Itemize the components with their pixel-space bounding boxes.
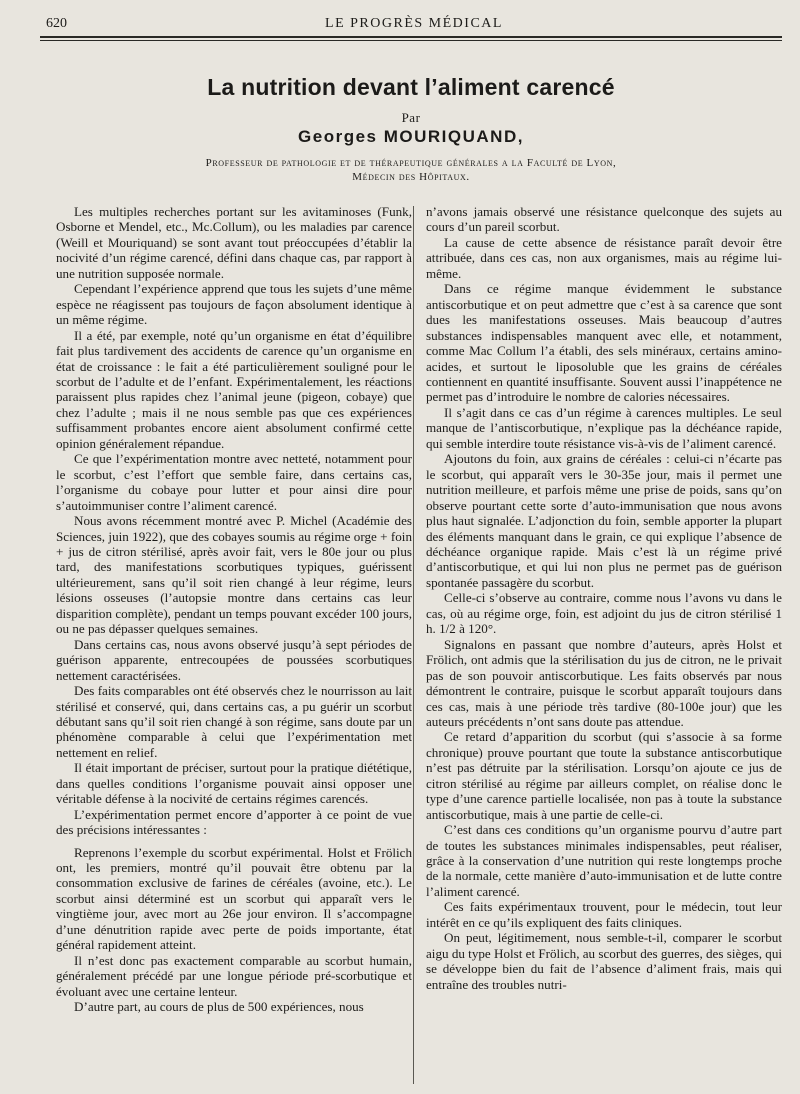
header-rule-thick: [40, 36, 782, 38]
paragraph: Il n’est donc pas exactement comparable au scorbut humain, généralement précédé par une longue période pré-scorbutique et évoluant avec une certaine lenteur.: [56, 952, 412, 999]
paragraph: Ce retard d’apparition du scorbut (qui s’associe à sa forme chronique) prouve pourtant que toute la substance antiscorbutique n’est pas détruite par la stérilisation. Lorsqu’on ajoute ce jus de citron stérilisé au régime par ailleurs complet, on réalise donc le type d’une carence partielle localisée, non pas à toute la substance antiscorbutique, mais à une partie de celle-ci.: [426, 729, 782, 822]
byline-par: Par: [401, 110, 421, 125]
paragraph: L’expérimentation permet encore d’apporter à ce point de vue des précisions intéressantes :: [56, 806, 412, 838]
left-column: [56, 204, 412, 1084]
paragraph: Il était important de préciser, surtout pour la pratique diététique, dans quelles conditions l’organisme pouvait ainsi opposer une véritable défense à la nocivité de certains régimes carencés.: [56, 760, 412, 807]
paragraph: D’autre part, au cours de plus de 500 expériences, nous: [74, 999, 364, 1015]
paragraph: Dans certains cas, nous avons observé jusqu’à sept périodes de guérison apparente, entrecoupées de poussées scorbutiques nettement caractérisées.: [56, 636, 412, 683]
paragraph: Il s’agit dans ce cas d’un régime à carences multiples. Le seul manque de l’antiscorbutique, n’explique pas la déchéance rapide, qui semble interdire toute résistance vis-à-vis de l’aliment carencé.: [426, 404, 782, 451]
paragraph: Cependant l’expérience apprend que tous les sujets d’une même espèce ne réagissent pas toujours de façon absolument identique à un même régime.: [56, 281, 412, 328]
article-title: La nutrition devant l’aliment carencé: [207, 74, 615, 100]
paragraph: Dans ce régime manque évidemment le substance antiscorbutique et on peut admettre que c’est à sa carence que sont dues les manifestations osseuses. Mais beaucoup d’autres substances indispensables manquent avec elle, et notamment, comme Mac Collum l’a établi, des sels minéraux, certains amino-acides, et surtout le liposoluble que les grains de céréales contiennent en quantité insuffisante. Souvent aussi l’inappétence ne permet pas d’introduire le nombre de calories nécessaires.: [426, 281, 782, 405]
paragraph: La cause de cette absence de résistance paraît devoir être attribuée, dans ces cas, non aux organismes, mais au régime lui-même.: [426, 234, 782, 281]
paragraph: Des faits comparables ont été observés chez le nourrisson au lait stérilisé et conservé, qui, dans certains cas, a pu guérir un scorbut débutant sans qu’il soit rien changé à son régime, sans doute par un phénomène comparable à celui que l’expérimentation met nettement en relief.: [56, 683, 412, 760]
running-header: [46, 14, 782, 34]
paragraph: Signalons en passant que nombre d’auteurs, après Holst et Frölich, ont admis que la stérilisation du jus de citron, ne le privait pas de son pouvoir antiscorbutique. Les faits observés par nous démontrent le contraire, puisque le scorbut apparaît toujours dans ces cas, mais à une période très tardive (80-100e jour) que les auteurs précédents n’ont sans doute pas attendue.: [426, 636, 782, 729]
paragraph: Nous avons récemment montré avec P. Michel (Académie des Sciences, juin 1922), que des cobayes soumis au régime orge + foin + jus de citron stérilisé, après avoir fait, vers le 80e jour ou plus tard, des manifestations scorbutiques typiques, guérissent ultérieurement, sans qu’il soit rien changé à leur régime, leurs lésions osseuses (l’autopsie montre dans certains cas leur disparition complète), pendant un temps pouvant excéder 100 jours, ou ne pas dépasser quelques semaines.: [56, 513, 412, 637]
paragraph: Celle-ci s’observe au contraire, comme nous l’avons vu dans le cas, où au régime orge, foin, est adjoint du jus de citron stérilisé 1 h. 1/2 à 120°.: [426, 590, 782, 637]
author-name: Georges MOURIQUAND,: [298, 127, 524, 146]
paragraph: On peut, légitimement, nous semble-t-il, comparer le scorbut aigu du type Holst et Frölich, au scorbut des guerres, des sièges, qui se développe bien du fait de l’absence d’aliment frais, mais qui entraîne des troubles nutri-: [426, 930, 783, 992]
article-body: [56, 204, 782, 1084]
affiliation-line-2: Médecin des Hôpitaux.: [352, 171, 470, 183]
right-column: [426, 204, 782, 1084]
paragraph: Ajoutons du foin, aux grains de céréales : celui-ci n’écarte pas le scorbut, qui apparaît vers le 30-35e jour, mais il permet une nutrition meilleure, et parfois même une prise de poids, sans qu’on observe pourtant cette sorte d’auto-immunisation que nous avons plus haut signalée. L’adjonction du foin, semble apporter la plupart des éléments manquant dans le grain, ce qui explique l’absence de déchéance organique rapide. Mais c’est là un régime privé d’antiscorbutique, et qui lui non plus ne permet pas de guérison spontanée passagère du scorbut.: [426, 451, 782, 590]
journal-title: LE PROGRÈS MÉDICAL: [325, 16, 503, 31]
header-rule-thin: [40, 40, 782, 41]
paragraph: Il a été, par exemple, noté qu’un organisme en état d’équilibre fait plus tardivement des accidents de carence qu’un organisme en état de croissance : le fait a été particulièrement souligné pour le scorbut de l’adulte et de l’enfant. Expérimentalement, les réactions paraissent plus rapides chez l’animal jeune (pigeon, cobaye) que chez l’adulte ; mais il ne nous semble pas que ces expériences suffisamment probantes encore aient absolument confirmé cette opinion généralement répandue.: [56, 327, 412, 451]
paragraph: Reprenons l’exemple du scorbut expérimental. Holst et Frölich ont, les premiers, montré qu’il pouvait être obtenu par la consommation exclusive de farines de céréales (avoine, etc.). Le scorbut ainsi déterminé est un scorbut qui apparaît vers le vingtième jour, avec mort au 26e jour environ. Il s’accompagne d’une dénutrition rapide avec perte de poids importante, état général rapidement atteint.: [56, 844, 412, 953]
affiliation-line-1: Professeur de pathologie et de thérapeutique générales a la Faculté de Lyon,: [205, 157, 617, 169]
paragraph: Ces faits expérimentaux trouvent, pour le médecin, tout leur intérêt en ce qu’ils expliquent des faits cliniques.: [426, 899, 782, 930]
page-number: 620: [46, 16, 67, 31]
paragraph: Ce que l’expérimentation montre avec netteté, notamment pour le scorbut, c’est l’effort que semble faire, dans certains cas, l’organisme du cobaye pour lutter et pour ainsi dire pour s’autoimmuniser contre l’aliment carencé.: [56, 451, 412, 513]
author-affiliation: [40, 156, 782, 184]
paragraph: n’avons jamais observé une résistance quelconque des sujets au cours d’un pareil scorbut.: [426, 204, 782, 235]
paragraph: C’est dans ces conditions qu’un organisme pourvu d’autre part de toutes les substances minimales indispensables, peut réaliser, grâce à la conservation d’une nutrition qui reste longtemps proche de la normale, cette manière d’auto-immunisation et de lutte contre l’aliment carencé.: [426, 822, 782, 899]
paragraph: Les multiples recherches portant sur les avitaminoses (Funk, Osborne et Mendel, etc., Mc.Collum), ou les maladies par carence (Weill et Mouriquand) se sont avant tout préoccupées d’établir la nocivité d’un régime carencé, défini dans chaque cas, par rapport à une nutrition supposée normale.: [56, 204, 412, 281]
